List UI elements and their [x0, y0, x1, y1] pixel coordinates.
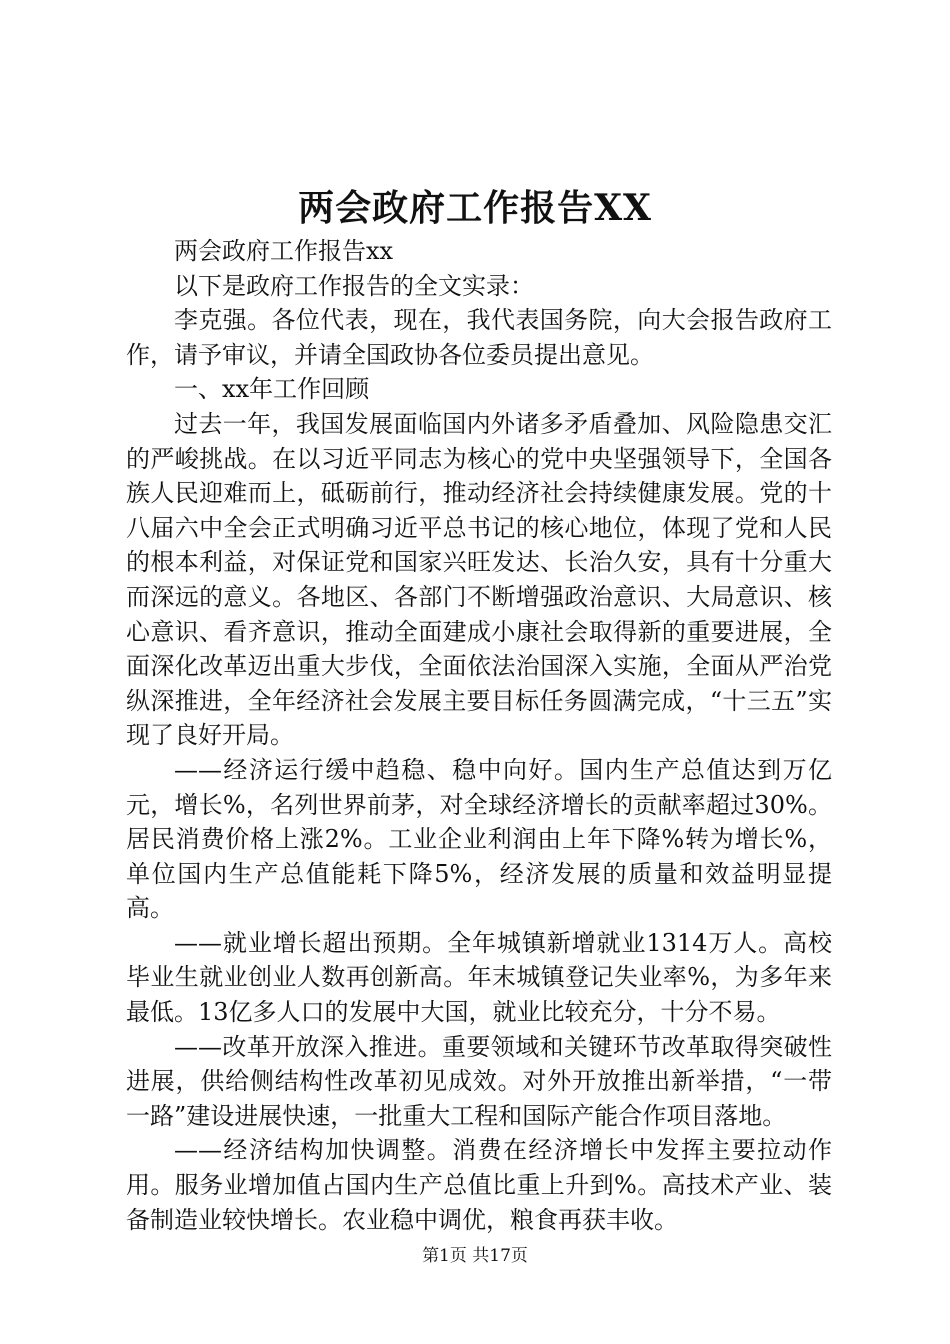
page-footer: 第1页 共17页 [422, 1246, 528, 1266]
paragraph-opening: 李克强。各位代表，现在，我代表国务院，向大会报告政府工作，请予审议，并请全国政协各位委员提出意见。 [126, 306, 832, 369]
paragraph-subtitle: 两会政府工作报告xx [174, 237, 394, 265]
paragraph-employment: ——就业增长超出预期。全年城镇新增就业1314万人。高校毕业生就业创业人数再创新高。年末城镇登记失业率%，为多年来最低。13亿多人口的发展中大国，就业比较充分，十分不易。 [126, 928, 832, 1027]
document-body [126, 234, 832, 1237]
section-heading: 一、xx年工作回顾 [174, 375, 370, 404]
paragraph-structure: ——经济结构加快调整。消费在经济增长中发挥主要拉动作用。服务业增加值占国内生产总值比重上升到%。高技术产业、装备制造业较快增长。农业稳中调优，粮食再获丰收。 [126, 1136, 832, 1234]
paragraph-economy: ——经济运行缓中趋稳、稳中向好。国内生产总值达到万亿元，增长%，名列世界前茅，对全球经济增长的贡献率超过30%。居民消费价格上涨2%。工业企业利润由上年下降%转为增长%，单位国内生产总值能耗下降5%，经济发展的质量和效益明显提高。 [126, 755, 832, 923]
paragraph-review: 过去一年，我国发展面临国内外诸多矛盾叠加、风险隐患交汇的严峻挑战。在以习近平同志为核心的党中央坚强领导下，全国各族人民迎难而上，砥砺前行，推动经济社会持续健康发展。党的十八届六中全会正式明确习近平总书记的核心地位，体现了党和人民的根本利益，对保证党和国家兴旺发达、长治久安，具有十分重大而深远的意义。各地区、各部门不断增强政治意识、大局意识、核心意识、看齐意识，推动全面建成小康社会取得新的重要进展，全面深化改革迈出重大步伐，全面依法治国深入实施，全面从严治党纵深推进，全年经济社会发展主要目标任务圆满完成，“十三五”实现了良好开局。 [126, 409, 832, 750]
paragraph-intro: 以下是政府工作报告的全文实录： [174, 271, 534, 300]
paragraph-reform: ——改革开放深入推进。重要领域和关键环节改革取得突破性进展，供给侧结构性改革初见成效。对外开放推出新举措，“一带一路”建设进展快速，一批重大工程和国际产能合作项目落地。 [126, 1032, 832, 1130]
document-title: 两会政府工作报告XX [298, 187, 652, 229]
